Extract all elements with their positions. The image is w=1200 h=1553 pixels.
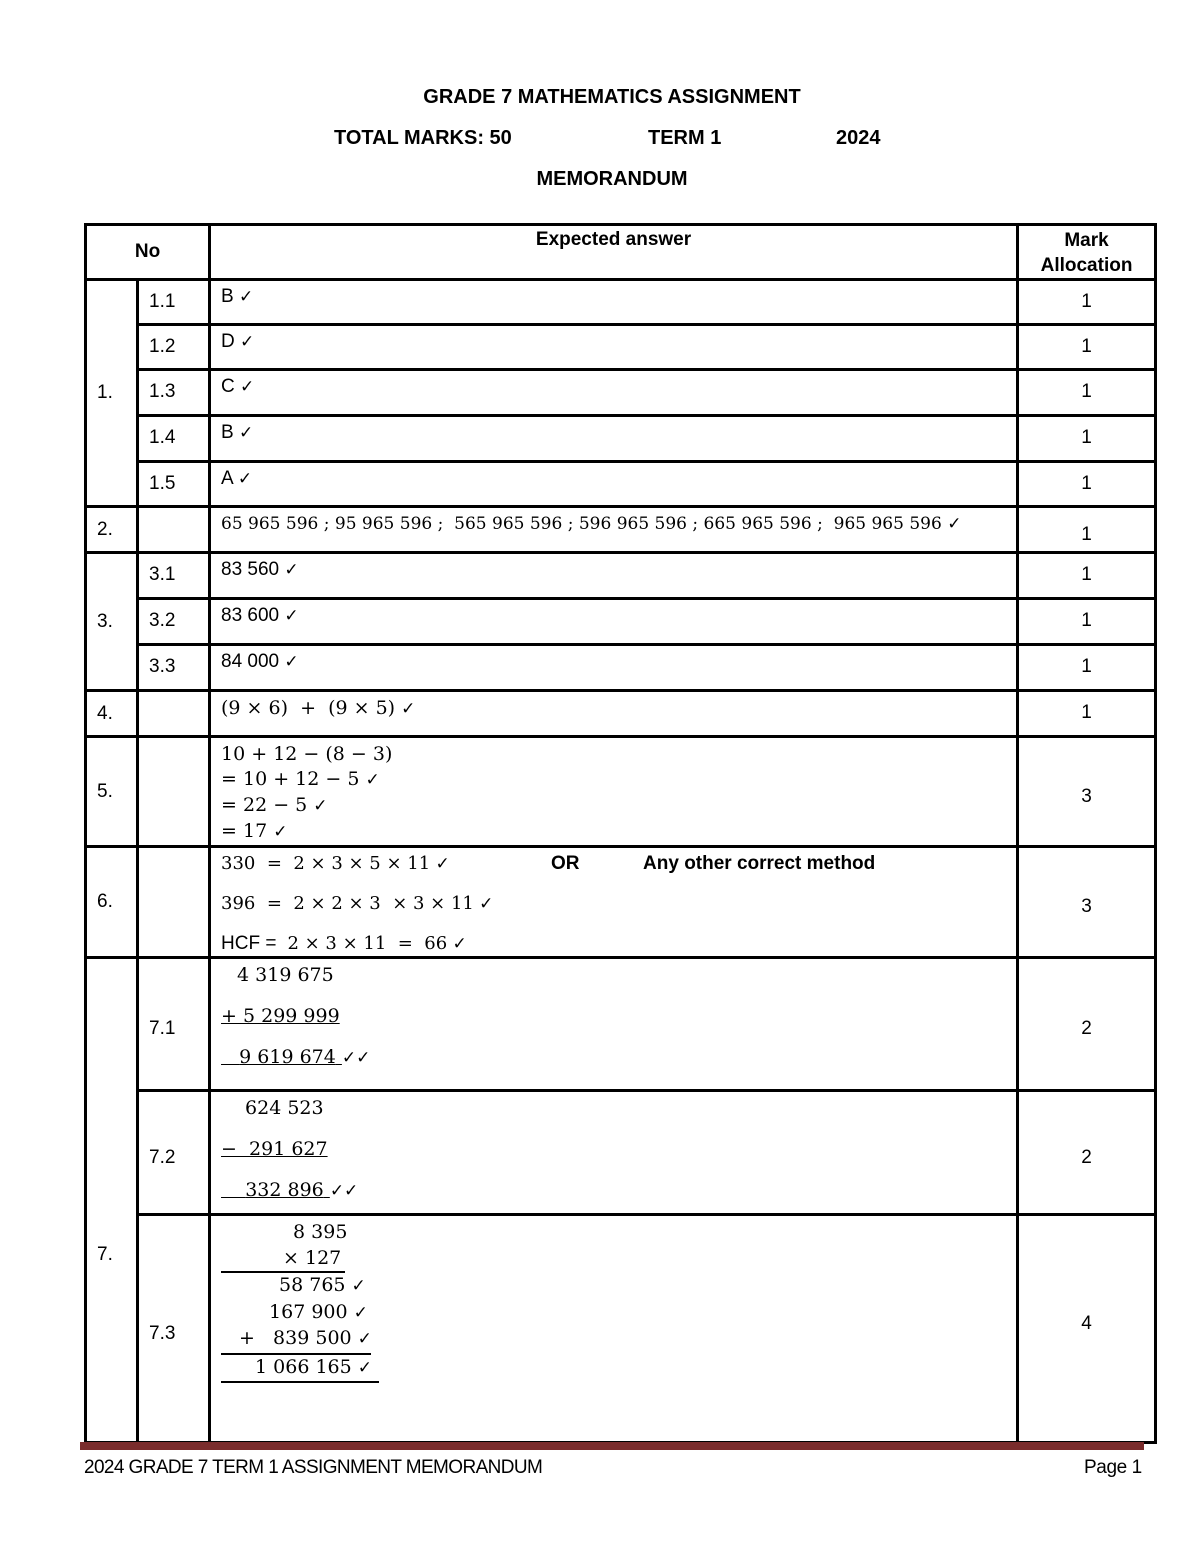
working-line: 10 + 12 − (8 − 3) [221, 743, 393, 765]
tick-icon: ✓ [452, 934, 467, 954]
tick-icon: ✓ [238, 287, 254, 307]
answer-cell [210, 847, 1018, 958]
mark-cell: 1 [1018, 325, 1156, 370]
table-row [86, 462, 1156, 507]
tick-icon: ✓ [284, 652, 299, 672]
empty-sub-cell [138, 847, 210, 958]
answer-text: 83 600 [221, 605, 280, 626]
working-line: 167 900 ✓ [269, 1300, 368, 1323]
working-line: − 291 627 [221, 1138, 328, 1160]
answer-cell [210, 370, 1018, 416]
working-line: = 10 + 12 − 5 ✓ [221, 768, 380, 790]
header-no: No [86, 225, 210, 280]
tick-icon: ✓ [240, 332, 255, 352]
answer-cell [210, 325, 1018, 370]
question-2-label: 2. [86, 507, 138, 553]
table-row [86, 280, 1156, 325]
tick-icon: ✓ [357, 1329, 372, 1349]
question-3-label: 3. [86, 553, 138, 691]
result-text: 9 619 674 [239, 1046, 336, 1068]
empty-sub-cell [138, 507, 210, 553]
tick-icon: ✓ [237, 469, 253, 489]
term: TERM 1 [648, 127, 722, 149]
answer-text: 65 965 596 ; 95 965 596 ; 565 965 596 ; 596 965 596 ; 665 965 596 ; 965 965 596 [221, 514, 942, 534]
multiplication-working [221, 1220, 381, 1383]
working-line: = 22 − 5 ✓ [221, 794, 328, 816]
working-line: 624 523 [245, 1097, 324, 1119]
tick-icon: ✓ [947, 514, 962, 534]
table-row [86, 507, 1156, 553]
footer-document-title: 2024 GRADE 7 TERM 1 ASSIGNMENT MEMORANDUM [84, 1457, 543, 1478]
mark-cell: 1 [1018, 462, 1156, 507]
answer-text: B [221, 422, 234, 443]
table-row [86, 958, 1156, 1091]
empty-sub-cell [138, 737, 210, 847]
sub-question: 3.3 [138, 645, 210, 691]
answer-cell [210, 599, 1018, 645]
table-header-row [86, 225, 1156, 280]
header-mark-allocation [1018, 225, 1156, 280]
mark-cell: 1 [1018, 645, 1156, 691]
footer-page-number: Page 1 [1084, 1457, 1142, 1478]
tick-icon: ✓ [238, 423, 254, 443]
table-row [86, 553, 1156, 599]
answer-text: (9 × 6) + (9 × 5) [221, 697, 396, 719]
answer-cell [210, 958, 1018, 1091]
working-line: + 5 299 999 [221, 1005, 340, 1027]
answer-cell [210, 1215, 1018, 1443]
tick-icon: ✓ [240, 377, 255, 397]
mark-cell: 1 [1018, 370, 1156, 416]
answer-cell [210, 553, 1018, 599]
mark-cell: 3 [1018, 737, 1156, 847]
tick-icon: ✓ [351, 1276, 366, 1296]
table-row [86, 737, 1156, 847]
answer-cell [210, 691, 1018, 737]
mark-cell: 4 [1018, 1215, 1156, 1443]
tick-icon: ✓ [357, 1357, 373, 1378]
question-6-label: 6. [86, 847, 138, 958]
mark-cell: 1 [1018, 280, 1156, 325]
answer-cell [210, 1091, 1018, 1215]
page-title: GRADE 7 MATHEMATICS ASSIGNMENT [423, 86, 801, 108]
table-row [86, 1215, 1156, 1443]
tick-icon: ✓ [435, 854, 450, 874]
table-row [86, 370, 1156, 416]
empty-sub-cell [138, 691, 210, 737]
answer-cell [210, 737, 1018, 847]
answer-cell [210, 416, 1018, 462]
tick-icon: ✓ [479, 894, 494, 914]
answer-text: 83 560 [221, 559, 280, 580]
answer-text: 84 000 [221, 651, 280, 672]
working-line [221, 1178, 1016, 1203]
sub-question: 1.2 [138, 325, 210, 370]
question-7-label: 7. [86, 958, 138, 1443]
header-expected-answer: Expected answer [210, 225, 1018, 280]
sub-question: 3.1 [138, 553, 210, 599]
table-row [86, 416, 1156, 462]
tick-icon: ✓ [365, 770, 380, 790]
sub-question: 7.3 [138, 1215, 210, 1443]
tick-icon: ✓ [284, 606, 299, 626]
table-row [86, 645, 1156, 691]
tick-icon: ✓ [284, 560, 299, 580]
header-mark-line1: Mark [1064, 230, 1109, 251]
double-tick-icon: ✓✓ [341, 1048, 371, 1068]
answer-cell [210, 462, 1018, 507]
sub-question: 7.2 [138, 1091, 210, 1215]
answer-text: B [221, 286, 234, 307]
answer-cell [210, 507, 1018, 553]
working-line: 396 = 2 × 2 × 3 × 3 × 11 ✓ [221, 893, 494, 914]
working-line: + 839 500 ✓ [221, 1326, 371, 1355]
sub-question: 1.3 [138, 370, 210, 416]
footer-divider [80, 1442, 1144, 1450]
sub-question: 1.5 [138, 462, 210, 507]
working-line: = 17 ✓ [221, 820, 288, 842]
year: 2024 [836, 127, 881, 149]
answer-cell [210, 280, 1018, 325]
sub-question: 1.4 [138, 416, 210, 462]
mark-cell: 1 [1018, 553, 1156, 599]
or-label: OR [551, 853, 580, 874]
question-4-label: 4. [86, 691, 138, 737]
answer-cell [210, 645, 1018, 691]
sub-question: 7.1 [138, 958, 210, 1091]
total-marks: TOTAL MARKS: 50 [334, 127, 512, 149]
table-row [86, 1091, 1156, 1215]
memorandum-table [84, 223, 1157, 1444]
mark-cell: 3 [1018, 847, 1156, 958]
working-line: 1 066 165 ✓ [221, 1355, 379, 1384]
mark-cell: 1 [1018, 691, 1156, 737]
table-row [86, 325, 1156, 370]
working-line: 58 765 ✓ [279, 1274, 366, 1296]
table-row [86, 691, 1156, 737]
answer-text: D [221, 331, 235, 352]
working-line: 330 = 2 × 3 × 5 × 11 ✓ OR Any other correct method [221, 853, 876, 874]
tick-icon: ✓ [273, 822, 288, 842]
sub-question: 1.1 [138, 280, 210, 325]
tick-icon: ✓ [313, 796, 328, 816]
other-method-note: Any other correct method [643, 853, 876, 874]
mark-cell: 2 [1018, 1091, 1156, 1215]
mark-cell: 1 [1018, 599, 1156, 645]
table-row [86, 599, 1156, 645]
working-line: 8 395 [293, 1221, 348, 1243]
tick-icon: ✓ [401, 699, 416, 719]
working-line [221, 1045, 1016, 1070]
working-line: × 127 [221, 1246, 345, 1274]
working-line: HCF = 2 × 3 × 11 = 66 ✓ [221, 933, 467, 954]
mark-cell: 2 [1018, 958, 1156, 1091]
question-1-label: 1. [86, 280, 138, 507]
mark-cell: 1 [1018, 507, 1156, 553]
tick-icon: ✓ [353, 1302, 368, 1323]
answer-text: A [221, 468, 233, 489]
double-tick-icon: ✓✓ [329, 1181, 359, 1201]
result-text: 332 896 [245, 1179, 324, 1201]
page-subtitle: MEMORANDUM [536, 168, 688, 190]
answer-text: C [221, 376, 235, 397]
working-line: 4 319 675 [237, 964, 334, 986]
mark-cell: 1 [1018, 416, 1156, 462]
question-5-label: 5. [86, 737, 138, 847]
header-mark-line2: Allocation [1040, 255, 1133, 276]
table-row [86, 847, 1156, 958]
sub-question: 3.2 [138, 599, 210, 645]
